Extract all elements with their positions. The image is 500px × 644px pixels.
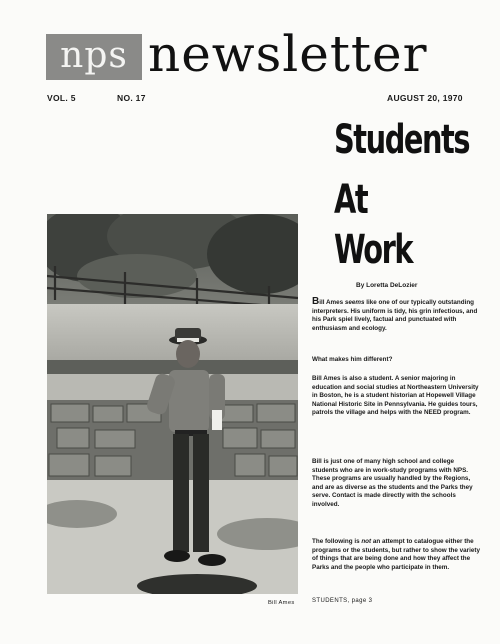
paragraph-1-pre: ill Ames: [319, 299, 345, 306]
paragraph-5-emphasis: not: [361, 538, 372, 545]
paragraph-5-post: an attempt to catalogue either the programs or the students, but rather to show the variety of things that are being done and how they affect the Parks and the people who participate in them.: [312, 538, 480, 571]
issue-date: AUGUST 20, 1970: [387, 93, 463, 103]
newsletter-wordmark: newsletter: [148, 25, 428, 83]
nps-logo-box: nps: [46, 34, 142, 80]
paragraph-4: Bill is just one of many high school and college students who are in work-study programs with NPS. These programs are usually handled by the Regions, and are as diverse as the students and the Parks they serve. Contact is made directly with the schools involved.: [312, 458, 473, 508]
headline-line-2: At: [334, 177, 368, 223]
paragraph-5-pre: The following is: [312, 538, 362, 545]
continued-line: STUDENTS, page 3: [312, 598, 373, 604]
masthead: [46, 25, 466, 83]
paragraph-3: Bill Ames is also a student. A senior majoring in education and social studies at Northeastern University in Boston, he is a student historian at Hopewell Village National Historic Site in Pennsylvania. He guides tours, patrols the village and helps with the NEED program.: [312, 375, 479, 417]
volume-label: VOL. 5: [47, 93, 76, 103]
photo-caption: Bill Ames: [268, 600, 295, 606]
paragraph-1-post: like one of our typically outstanding interpreters. His uniform is tidy, his grin infectious, and his Park spiel lively, factual and punctuated with enthusiasm and ecology.: [312, 299, 478, 332]
upper-lawn: [47, 304, 298, 364]
paragraph-1: [312, 298, 482, 333]
photo-illustration: [47, 214, 298, 594]
paragraph-2: What makes him different?: [312, 356, 393, 363]
headline-line-3: Work: [334, 227, 413, 273]
drop-cap: B: [312, 296, 320, 307]
issue-number: NO. 17: [117, 93, 146, 103]
photo-bill-ames: [47, 214, 298, 594]
paragraph-1-emphasis: seems: [344, 299, 365, 306]
paragraph-5: [312, 538, 482, 572]
headline-line-1: Students: [334, 117, 470, 163]
byline: By Loretta DeLozier: [356, 282, 418, 289]
